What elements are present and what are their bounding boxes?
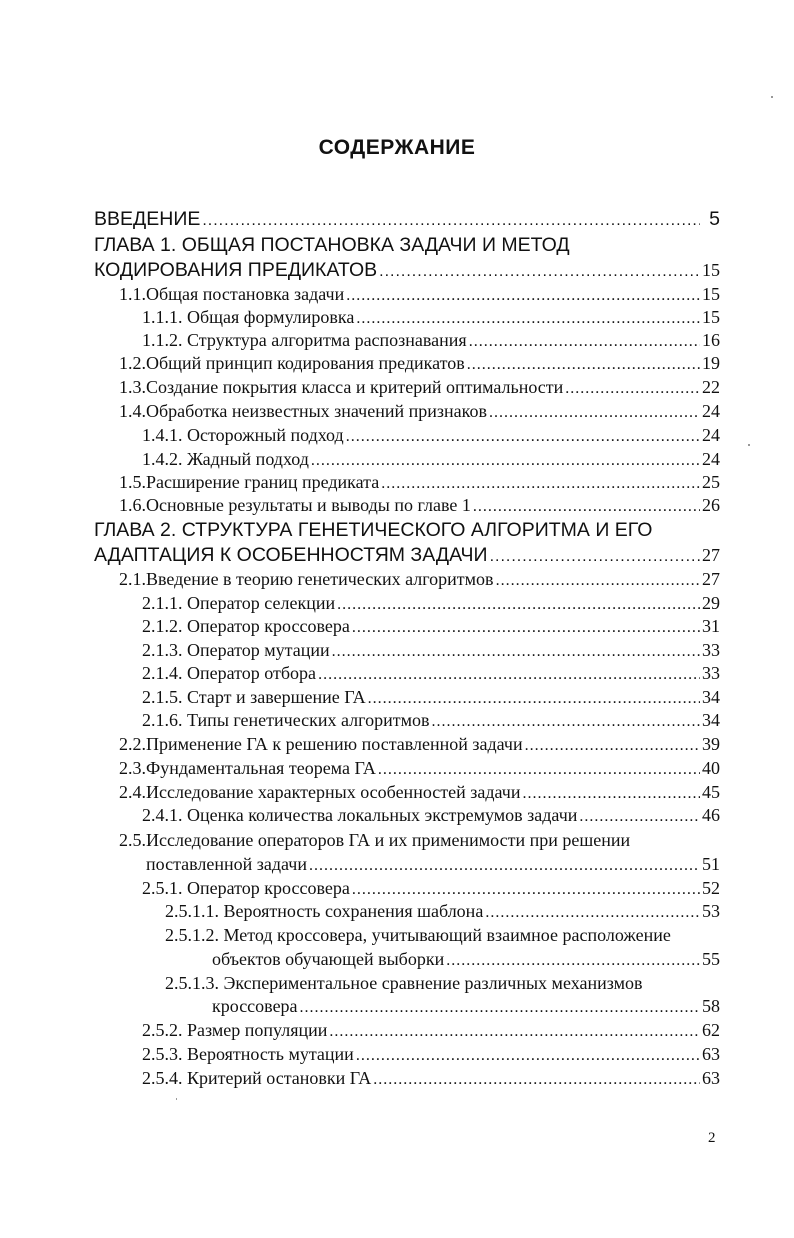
dot-leader [329, 1020, 700, 1044]
toc-label: ВВЕДЕНИЕ [94, 208, 201, 230]
toc-label: 2.1.4. Оператор отбора [142, 663, 317, 683]
toc-page: 16 [702, 330, 720, 350]
scan-speck [176, 1098, 177, 1100]
dot-leader [490, 545, 700, 569]
toc-label: кроссовера [212, 996, 298, 1016]
toc-label: 1.1.Общая постановка задачи [119, 284, 345, 304]
dot-leader [379, 260, 700, 284]
toc-page: 39 [702, 734, 720, 754]
toc-label: 2.1.6. Типы генетических алгоритмов [142, 710, 430, 730]
toc-chapter-1-heading: ГЛАВА 1. ОБЩАЯ ПОСТАНОВКА ЗАДАЧИ И МЕТОД [94, 234, 570, 256]
toc-page: 26 [702, 495, 720, 515]
toc-page: 29 [702, 593, 720, 613]
toc-page: 33 [702, 640, 720, 660]
toc-entry-intro[interactable] [94, 207, 720, 231]
toc-entry-2-5-1-2[interactable] [212, 947, 720, 971]
toc-page: 24 [702, 401, 720, 421]
toc-label: 2.1.1. Оператор селекции [142, 593, 336, 613]
toc-label: 1.1.2. Структура алгоритма распознавания [142, 330, 467, 350]
toc-page: 5 [709, 208, 720, 230]
toc-entry-2-1-2[interactable] [142, 614, 720, 638]
dot-leader [309, 854, 700, 878]
toc-label: 1.6.Основные результаты и выводы по главе 1 [119, 495, 471, 515]
toc-entry-2-5-3[interactable] [142, 1042, 720, 1066]
toc-page: 46 [702, 805, 720, 825]
toc-label: 2.5.1. Оператор кроссовера [142, 878, 350, 898]
dot-leader [579, 805, 700, 829]
toc-label: поставленной задачи [146, 854, 307, 874]
toc-page: 34 [702, 687, 720, 707]
toc-entry-2-5-4[interactable] [142, 1066, 720, 1090]
toc-label: 1.3.Создание покрытия класса и критерий оптимальности [119, 377, 564, 397]
toc-entry-1-2[interactable] [119, 351, 720, 375]
toc-entry-1-5[interactable] [119, 470, 720, 494]
toc-page: 40 [702, 758, 720, 778]
toc-section-2-5-heading: 2.5.Исследование операторов ГА и их применимости при решении [119, 830, 631, 850]
toc-label: 1.5.Расширение границ предиката [119, 472, 380, 492]
toc-entry-2-5-2[interactable] [142, 1018, 720, 1042]
page-title: СОДЕРЖАНИЕ [318, 136, 476, 159]
toc-label: 2.1.2. Оператор кроссовера [142, 616, 350, 636]
page-number: 2 [708, 1130, 716, 1146]
toc-entry-2-4-1[interactable] [142, 803, 720, 827]
toc-page: 33 [702, 663, 720, 683]
toc-page: 19 [702, 353, 720, 373]
toc-entry-2-3[interactable] [119, 756, 720, 780]
dot-leader [373, 1068, 700, 1092]
toc-label: КОДИРОВАНИЯ ПРЕДИКАТОВ [94, 259, 378, 281]
toc-label: 2.5.4. Критерий остановки ГА [142, 1068, 372, 1088]
toc-entry-chapter-1[interactable] [94, 258, 720, 282]
toc-page: 15 [702, 260, 720, 280]
dot-leader [356, 1044, 700, 1068]
toc-page: 31 [702, 616, 720, 636]
toc-entry-2-1-5[interactable] [142, 685, 720, 709]
dot-leader [485, 901, 700, 925]
dot-leader [352, 616, 700, 640]
dot-leader [378, 758, 700, 782]
toc-entry-1-4[interactable] [119, 399, 720, 423]
toc-entry-2-1-1[interactable] [142, 591, 720, 615]
dot-leader [346, 425, 700, 449]
toc-entry-2-2[interactable] [119, 732, 720, 756]
dot-leader [565, 377, 700, 401]
scan-speck [748, 444, 750, 446]
toc-entry-2-1[interactable] [119, 567, 720, 591]
dot-leader [525, 734, 700, 758]
toc-page: 58 [702, 996, 720, 1016]
toc-page: 15 [702, 284, 720, 304]
toc-page: 27 [702, 569, 720, 589]
toc-entry-2-5[interactable] [146, 852, 720, 876]
toc-entry-1-3[interactable] [119, 375, 720, 399]
toc-entry-2-5-1-1[interactable] [165, 899, 720, 923]
toc-label: 1.4.2. Жадный подход [142, 449, 309, 469]
dot-leader [318, 663, 700, 687]
toc-entry-2-5-1-3[interactable] [212, 994, 720, 1018]
toc-page: 34 [702, 710, 720, 730]
toc-label: 2.1.3. Оператор мутации [142, 640, 330, 660]
toc-entry-1-6[interactable] [119, 493, 720, 517]
toc-entry-1-1[interactable] [119, 282, 720, 306]
dot-leader [431, 710, 700, 734]
toc-label: 1.4.1. Осторожный подход [142, 425, 344, 445]
toc-entry-2-5-1[interactable] [142, 876, 720, 900]
toc-label: 2.5.2. Размер популяции [142, 1020, 328, 1040]
toc-entry-1-1-2[interactable] [142, 328, 720, 352]
toc-entry-1-1-1[interactable] [142, 305, 720, 329]
toc-entry-1-4-2[interactable] [142, 447, 720, 471]
dot-leader [446, 949, 700, 973]
toc-label: 1.2.Общий принцип кодирования предикатов [119, 353, 465, 373]
dot-leader [473, 495, 700, 519]
toc-label: 1.4.Обработка неизвестных значений признаков [119, 401, 487, 421]
toc-label: 2.1.Введение в теорию генетических алгоритмов [119, 569, 494, 589]
toc-page: 24 [702, 425, 720, 445]
dot-leader [496, 569, 700, 593]
toc-entry-1-4-1[interactable] [142, 423, 720, 447]
toc-page: 52 [702, 878, 720, 898]
toc-page: 24 [702, 449, 720, 469]
toc-page: 63 [702, 1044, 720, 1064]
toc-page: 15 [702, 307, 720, 327]
toc-label: 2.3.Фундаментальная теорема ГА [119, 758, 376, 778]
toc-label: 2.4.1. Оценка количества локальных экстремумов задачи [142, 805, 578, 825]
toc-label: объектов обучающей выборки [212, 949, 445, 969]
toc-section-2-5-1-2-heading: 2.5.1.2. Метод кроссовера, учитывающий взаимное расположение [165, 925, 671, 945]
scan-speck [771, 96, 773, 98]
toc-entry-chapter-2[interactable] [94, 543, 720, 567]
toc-page: 53 [702, 901, 720, 921]
toc-page: 51 [702, 854, 720, 874]
toc-label: 1.1.1. Общая формулировка [142, 307, 355, 327]
toc-label: 2.1.5. Старт и завершение ГА [142, 687, 366, 707]
toc-entry-2-1-3[interactable] [142, 638, 720, 662]
toc-label: 2.5.1.1. Вероятность сохранения шаблона [165, 901, 484, 921]
toc-label: АДАПТАЦИЯ К ОСОБЕННОСТЯМ ЗАДАЧИ [94, 544, 488, 566]
toc-entry-2-1-6[interactable] [142, 708, 720, 732]
toc-page: 45 [702, 782, 720, 802]
toc-page: 27 [702, 545, 720, 565]
toc-chapter-2-heading: ГЛАВА 2. СТРУКТУРА ГЕНЕТИЧЕСКОГО АЛГОРИТМА И ЕГО [94, 519, 653, 541]
toc-entry-2-4[interactable] [119, 780, 720, 804]
toc-label: 2.5.3. Вероятность мутации [142, 1044, 354, 1064]
toc-label: 2.2.Применение ГА к решению поставленной задачи [119, 734, 523, 754]
toc-entry-2-1-4[interactable] [142, 661, 720, 685]
dot-leader [202, 209, 700, 233]
toc-page: 62 [702, 1020, 720, 1040]
dot-leader [300, 996, 700, 1020]
toc-section-2-5-1-3-heading: 2.5.1.3. Экспериментальное сравнение различных механизмов [165, 973, 643, 993]
toc-page: 25 [702, 472, 720, 492]
dot-leader [467, 353, 700, 377]
dot-leader [489, 401, 700, 425]
toc-page: 22 [702, 377, 720, 397]
toc-page: 55 [702, 949, 720, 969]
toc-label: 2.4.Исследование характерных особенностей задачи [119, 782, 521, 802]
toc-page: 63 [702, 1068, 720, 1088]
